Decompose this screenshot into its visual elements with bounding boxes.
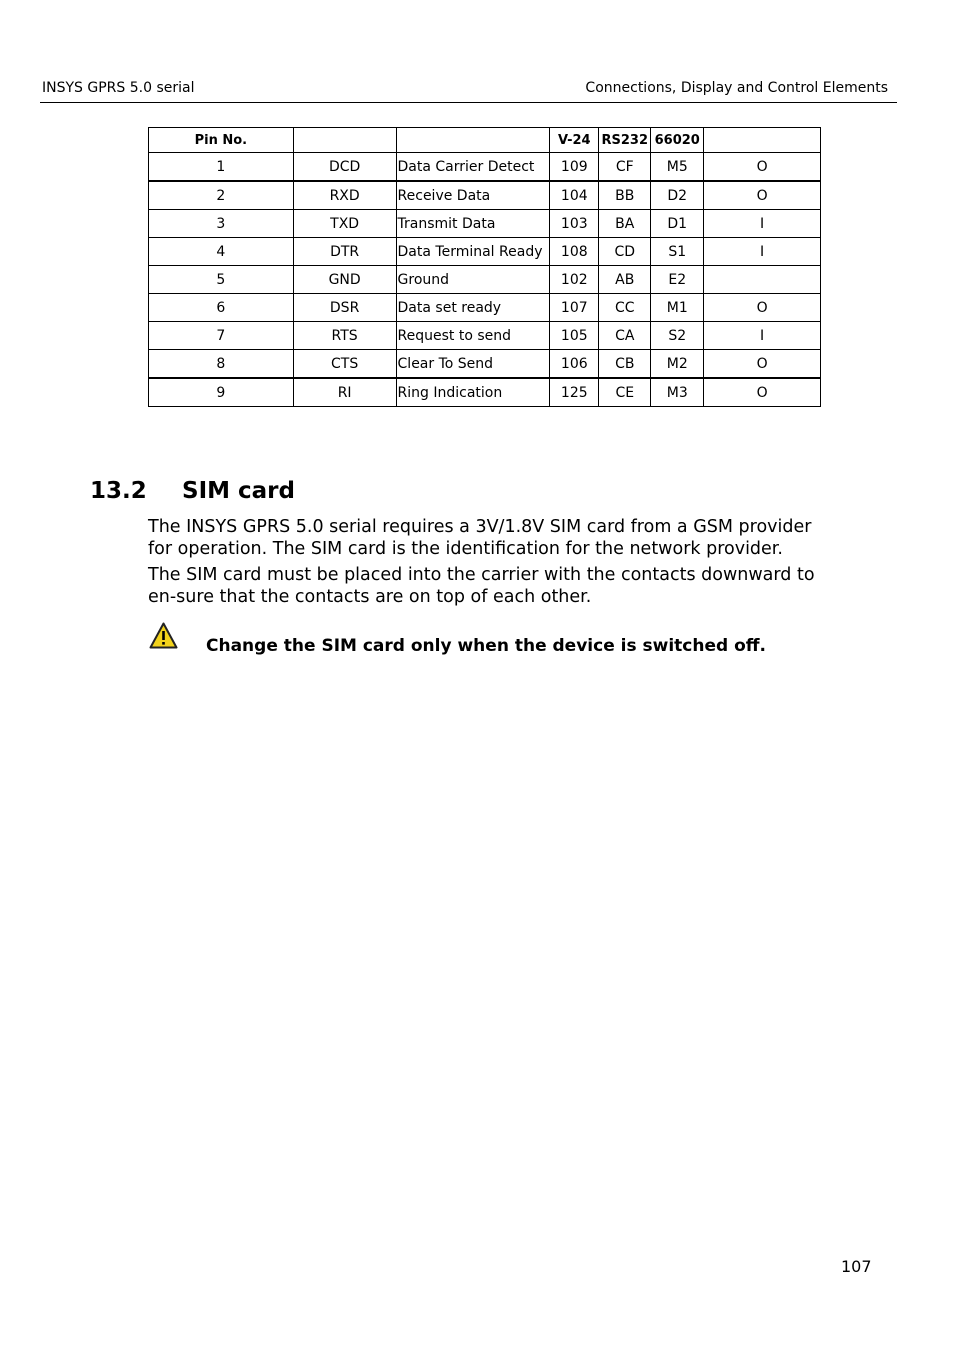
section-number: 13.2: [90, 478, 147, 504]
cell-direction: [704, 266, 821, 294]
cell-pin: 8: [149, 350, 294, 379]
running-header-right: Connections, Display and Control Elements: [585, 80, 888, 96]
cell-pin: 4: [149, 238, 294, 266]
cell-pin: 5: [149, 266, 294, 294]
body-paragraph: The INSYS GPRS 5.0 serial requires a 3V/1.8V SIM card from a GSM provider for operation. The SIM card is the identification for the network provider.: [148, 517, 812, 559]
table-row: [149, 322, 821, 350]
cell-v24: 104: [550, 181, 599, 210]
cell-66020: D1: [651, 210, 704, 238]
cell-pin: 2: [149, 181, 294, 210]
header-cell-66020: 66020: [651, 128, 704, 153]
cell-rs232: CA: [599, 322, 651, 350]
cell-rs232: CC: [599, 294, 651, 322]
section-title: SIM card: [182, 478, 295, 504]
cell-rs232: CB: [599, 350, 651, 379]
cell-description: Receive Data: [396, 181, 550, 210]
cell-description: Transmit Data: [396, 210, 550, 238]
cell-direction: I: [704, 210, 821, 238]
cell-66020: D2: [651, 181, 704, 210]
cell-66020: M1: [651, 294, 704, 322]
cell-direction: I: [704, 322, 821, 350]
cell-rs232: CE: [599, 378, 651, 407]
table-row: [149, 350, 821, 379]
table-header-row: [149, 128, 821, 153]
header-cell-description: [396, 128, 550, 153]
cell-v24: 108: [550, 238, 599, 266]
cell-v24: 107: [550, 294, 599, 322]
cell-direction: O: [704, 294, 821, 322]
cell-signal: DSR: [293, 294, 396, 322]
cell-signal: DCD: [293, 153, 396, 182]
cell-v24: 109: [550, 153, 599, 182]
cell-direction: O: [704, 378, 821, 407]
cell-pin: 3: [149, 210, 294, 238]
table-row: [149, 378, 821, 407]
cell-v24: 103: [550, 210, 599, 238]
cell-66020: M3: [651, 378, 704, 407]
cell-66020: S1: [651, 238, 704, 266]
cell-rs232: CF: [599, 153, 651, 182]
cell-pin: 1: [149, 153, 294, 182]
cell-66020: M5: [651, 153, 704, 182]
cell-v24: 106: [550, 350, 599, 379]
cell-signal: RXD: [293, 181, 396, 210]
cell-signal: CTS: [293, 350, 396, 379]
cell-pin: 7: [149, 322, 294, 350]
header-divider: [40, 102, 897, 103]
header-cell-direction: [704, 128, 821, 153]
cell-description: Ground: [396, 266, 550, 294]
table-row: [149, 294, 821, 322]
cell-direction: O: [704, 153, 821, 182]
cell-v24: 125: [550, 378, 599, 407]
cell-pin: 6: [149, 294, 294, 322]
page-number: 107: [841, 1257, 872, 1276]
pin-assignment-table: [148, 127, 821, 407]
cell-direction: I: [704, 238, 821, 266]
table-row: [149, 210, 821, 238]
cell-rs232: BA: [599, 210, 651, 238]
cell-v24: 102: [550, 266, 599, 294]
cell-v24: 105: [550, 322, 599, 350]
cell-66020: S2: [651, 322, 704, 350]
cell-rs232: BB: [599, 181, 651, 210]
header-cell-v24: V-24: [550, 128, 599, 153]
cell-signal: TXD: [293, 210, 396, 238]
cell-description: Request to send: [396, 322, 550, 350]
cell-66020: E2: [651, 266, 704, 294]
cell-direction: O: [704, 350, 821, 379]
cell-direction: O: [704, 181, 821, 210]
header-cell-signal: [293, 128, 396, 153]
cell-rs232: AB: [599, 266, 651, 294]
header-cell-rs232: RS232: [599, 128, 651, 153]
cell-pin: 9: [149, 378, 294, 407]
warning-text: Change the SIM card only when the device is switched off.: [206, 636, 766, 656]
table-row: [149, 266, 821, 294]
cell-description: Data Terminal Ready: [396, 238, 550, 266]
cell-signal: RI: [293, 378, 396, 407]
cell-description: Data set ready: [396, 294, 550, 322]
cell-66020: M2: [651, 350, 704, 379]
cell-signal: RTS: [293, 322, 396, 350]
table-row: [149, 181, 821, 210]
body-paragraph: The SIM card must be placed into the carrier with the contacts downward to en-sure that the contacts are on top of each other.: [148, 565, 815, 607]
cell-description: Clear To Send: [396, 350, 550, 379]
table-row: [149, 238, 821, 266]
cell-description: Ring Indication: [396, 378, 550, 407]
running-header-left: INSYS GPRS 5.0 serial: [42, 80, 195, 96]
cell-description: Data Carrier Detect: [396, 153, 550, 182]
cell-rs232: CD: [599, 238, 651, 266]
table-row: [149, 153, 821, 182]
warning-triangle-icon: [149, 622, 178, 649]
header-cell-pin-no: Pin No.: [149, 128, 294, 153]
cell-signal: DTR: [293, 238, 396, 266]
cell-signal: GND: [293, 266, 396, 294]
